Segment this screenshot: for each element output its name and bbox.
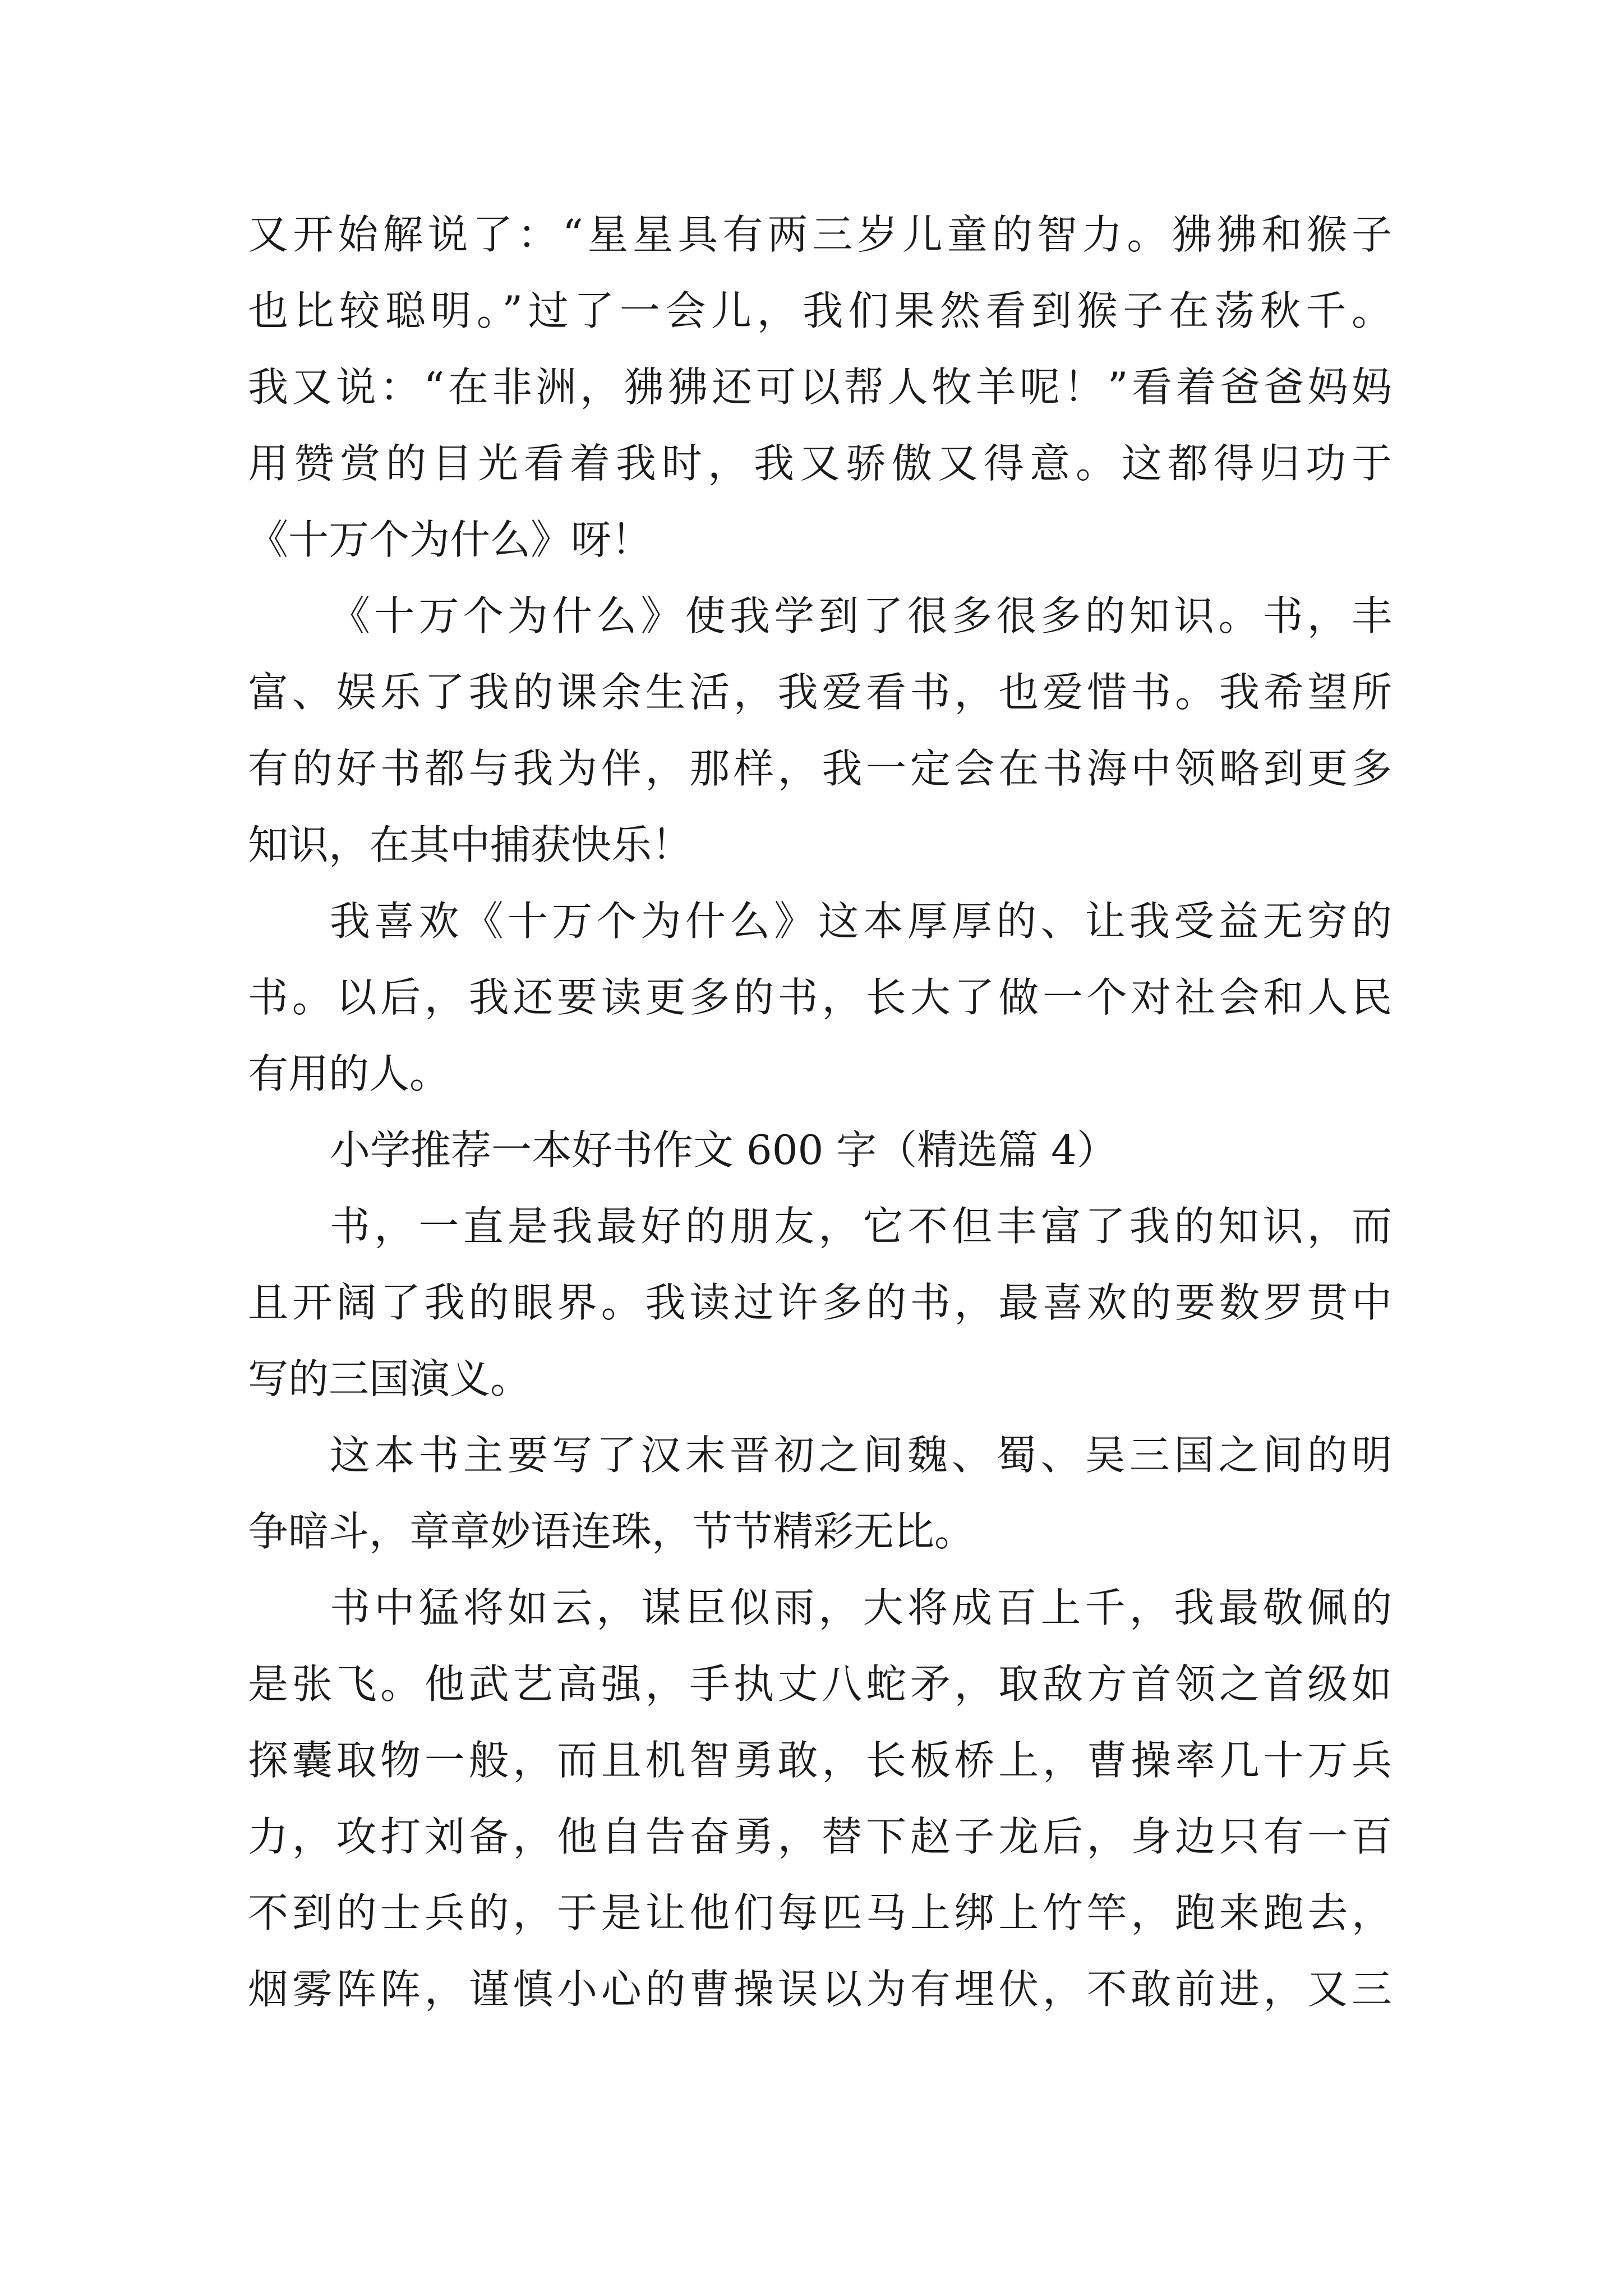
paragraph-indent-line-14: 书，一直是我最好的朋友，它不但丰富了我的知识，而 [330, 1203, 1392, 1250]
text-line-24: 烟雾阵阵，谨慎小心的曹操误以为有埋伏，不敢前进，又三 [248, 1966, 1392, 2013]
text-line-21: 探囊取物一般，而且机智勇敢，长板桥上，曹操率几十万兵 [248, 1737, 1392, 1784]
paragraph-indent-line-19: 书中猛将如云，谋臣似雨，大将成百上千，我最敬佩的 [330, 1584, 1392, 1631]
text-line-15: 且开阔了我的眼界。我读过许多的书，最喜欢的要数罗贯中 [248, 1279, 1392, 1326]
section-heading: 小学推荐一本好书作文 600 字（精选篇 4） [330, 1126, 1117, 1174]
text-line-8: 有的好书都与我为伴，那样，我一定会在书海中领略到更多 [248, 745, 1392, 792]
text-line-4: 用赞赏的目光看着我时，我又骄傲又得意。这都得归功于 [248, 440, 1392, 487]
text-line-2: 也比较聪明。”过了一会儿，我们果然看到猴子在荡秋千。 [248, 287, 1392, 334]
text-line-22: 力，攻打刘备，他自告奋勇，替下赵子龙后，身边只有一百 [248, 1813, 1392, 1860]
paragraph-indent-line-6: 《十万个为什么》使我学到了很多很多的知识。书，丰 [330, 592, 1392, 639]
text-line-16: 写的三国演义。 [248, 1355, 531, 1402]
text-line-5: 《十万个为什么》呀！ [248, 516, 652, 563]
text-line-1: 又开始解说了：“星星具有两三岁儿童的智力。狒狒和猴子 [248, 211, 1392, 258]
text-line-7: 富、娱乐了我的课余生活，我爱看书，也爱惜书。我希望所 [248, 669, 1392, 716]
text-line-3: 我又说：“在非洲，狒狒还可以帮人牧羊呢！”看着爸爸妈妈 [248, 364, 1392, 411]
text-line-12: 有用的人。 [248, 1050, 450, 1097]
paragraph-indent-line-17: 这本书主要写了汉末晋初之间魏、蜀、吴三国之间的明 [330, 1432, 1392, 1479]
text-line-11: 书。以后，我还要读更多的书，长大了做一个对社会和人民 [248, 974, 1392, 1021]
text-line-20: 是张飞。他武艺高强，手执丈八蛇矛，取敌方首领之首级如 [248, 1660, 1392, 1708]
paragraph-indent-line-10: 我喜欢《十万个为什么》这本厚厚的、让我受益无穷的 [330, 898, 1392, 945]
text-line-9: 知识，在其中捕获快乐！ [248, 821, 693, 868]
text-line-18: 争暗斗，章章妙语连珠，节节精彩无比。 [248, 1508, 975, 1555]
text-line-23: 不到的士兵的，于是让他们每匹马上绑上竹竿，跑来跑去， [248, 1889, 1392, 1936]
